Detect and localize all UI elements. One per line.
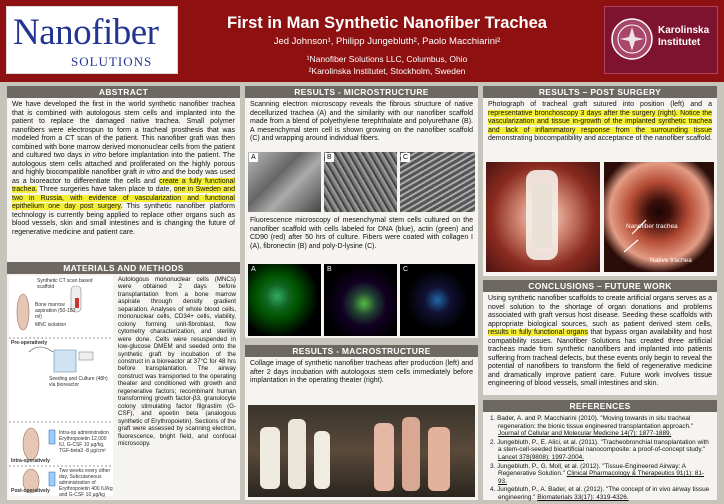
- abstract-section: [7, 86, 240, 262]
- karolinska-wordmark: [658, 25, 709, 49]
- methods-schematic: [9, 276, 113, 496]
- fig-label-preop: Pre-operatively: [11, 340, 48, 346]
- microstructure-heading: RESULTS - MICROSTRUCTURE: [245, 86, 478, 98]
- nanofiber-logo: [6, 6, 178, 74]
- microstructure-section: [245, 86, 478, 338]
- macrostructure-section: [245, 345, 478, 500]
- reference-link[interactable]: Biomaterials 33(17): 4319-4326.: [537, 493, 629, 501]
- fig-label-intraop-admin: Intra-op administration Erythropoietin 12,000 IU, G-CSF 10 µg/kg, TGF-beta3 -8 µg/cm²: [59, 430, 109, 454]
- ki-line-2: Institutet: [658, 37, 701, 48]
- fluorescence-image-a: [248, 264, 321, 336]
- abstract-text: [7, 98, 240, 240]
- affiliation-1: ¹Nanofiber Solutions LLC, Columbus, Ohio: [306, 54, 468, 64]
- macrostructure-text: Collage image of synthetic nanofiber tracheas after production (left) and after 2 days incubation with autologous stem cells immediately before implantation in the operating theater (right).: [250, 360, 473, 384]
- reference-link[interactable]: Clinical Pharmacology & Therapeutics 91(1): 81-93.: [498, 470, 705, 485]
- fig-label-postop: Post-operatively: [11, 488, 50, 494]
- methods-heading: MATERIALS AND METHODS: [7, 262, 240, 274]
- reference-item: [488, 486, 712, 501]
- poster-title: First in Man Synthetic Nanofiber Trachea: [227, 14, 547, 32]
- affiliation-2: ²Karolinska Institutet, Stockholm, Sweden: [308, 66, 466, 76]
- abstract-italic: in vitro: [139, 169, 160, 176]
- fluor-label-b: B: [327, 266, 332, 273]
- fluorescence-image-c: [400, 264, 475, 336]
- abstract-part: We have developed the first in the world synthetic nanofiber trachea that is combined with autologous stem cells and implanted into the patient to replace the damaged native trachea. Small polymer nanofibers were electrospun to form a tracheal prosthesis that was modeled from a CT scan of the patient. This nanofiber graft was then combined with bone marrow derived mononuclear cells from the patient and cultured two days: [12, 101, 235, 159]
- fig-label-aspiration: Bone marrow aspiration (50-150 ml): [35, 302, 76, 320]
- karolinska-logo: [604, 6, 718, 74]
- abstract-part: This synthetic nanofiber platform technology is currently being applied to replace other organs such as blood vessels, skin and small intestines and is changing the future of regenerative medicine and patient care.: [12, 203, 235, 236]
- ki-line-1: Karolinska: [658, 25, 710, 36]
- bronchoscopy-photo: [604, 162, 714, 272]
- microstructure-text-1: Scanning electron microscopy reveals the fibrous structure of native decellurized trachea (A) and the similarity with our nanofiber scaffold made from a blend of polyethylene terephthalate and polyurethane (B). A mesenchymal stem cell is shown growing on the nanofiber scaffold (C) and wrapping around individual fibers.: [250, 101, 473, 142]
- reference-item: [488, 415, 712, 438]
- reference-text: 1. Bader, A. and P. Macchiarini (2010). "Moving towards in situ tracheal regeneration: the bionic tissue engineered transplantation approach.": [490, 415, 694, 430]
- abstract-part: and the body was used as a bioreactor to differentiate the cells and: [12, 169, 235, 185]
- fig-label-postop-admin: Two weeks every other day, Subcutaneous administration of Erythropoietin 400 IU/kg and G-CSF 10 µg/kg: [59, 468, 113, 498]
- conclusions-highlight: results in fully functional organs: [488, 329, 588, 336]
- references-section: [483, 400, 717, 500]
- post-surgery-highlight: representative bronchoscopy 3 days after the surgery (right). Notice the vascularization and tissue in-growth of the implanted synthetic trachea and lack of inflammatory response from the surrounding tissue: [488, 109, 712, 134]
- conclusions-part: Using synthetic nanofiber scaffolds to create artificial organs serves as a novel solution to the shortage of organ donations and problems associated with graft versus host disease. Seeding these scaffolds with appropriate biological sources, such as patient derived stem cells,: [488, 295, 712, 328]
- fig-label-intraop: Intra-operatively: [11, 458, 50, 464]
- reference-item: [488, 463, 712, 486]
- reference-link[interactable]: Lancet 378(9808): 1997-2004.: [498, 453, 584, 461]
- methods-section: [7, 262, 240, 500]
- reference-link[interactable]: Journal of Cellular and Molecular Medicine 14(7): 1877-1889.: [498, 430, 672, 438]
- post-surgery-part: demonstrating biocompatibility and acceptance of the nanofiber scaffold.: [488, 135, 713, 142]
- label-native-trachea: Native trachea: [650, 257, 692, 264]
- karolinska-seal-icon: [610, 17, 654, 61]
- post-surgery-text: [483, 98, 717, 147]
- poster-header: [0, 0, 724, 82]
- trachea-collage-graphic: [248, 405, 475, 497]
- fluorescence-image-b: [324, 264, 397, 336]
- post-surgery-heading: RESULTS – POST SURGERY: [483, 86, 717, 98]
- sem-label-c: C: [403, 154, 409, 161]
- abstract-heading: ABSTRACT: [7, 86, 240, 98]
- fluor-label-c: C: [403, 266, 409, 273]
- logo-sub-text: SOLUTIONS: [71, 54, 153, 69]
- references-heading: REFERENCES: [483, 400, 717, 412]
- poster-authors: Jed Johnson¹, Philipp Jungebluth², Paolo Macchiarini²: [273, 36, 501, 47]
- abstract-part: before implantation into the patient. The autologous stem cells attached and proliferated on the highly porous and highly biocompatible nanofiber graft: [12, 152, 235, 176]
- references-list: [483, 412, 717, 504]
- microstructure-text-2: Fluorescence microscopy of mesenchymal stem cells cultured on the nanofiber scaffold with cells labeled for DNA (blue), actin (green) and CD90 (red) after 50 hrs of culture. Fibers were coated with collagen I (A), fibronectin (B) and poly-D-lysine (C).: [250, 217, 473, 250]
- abstract-italic: in vitro: [84, 152, 106, 159]
- methods-text: Autologous mononuclear cells (MNCs) were obtained 2 days before transplantation from a bone marrow aspirate through density gradient separation. Analyses of whole blood cells, mononuclear cells, CD34+ cells, viability, colony forming unit-fibroblast, flow cytometry characterization, and sterility were done. Cells were resuspended in low-glucose DMEM and seeded onto the synthetic graft by incubation of the construct in a bioreactor at 37°C for 48 hrs before transplantation. The airway construct was transported to the operating theater and conditioned with growth and regenerative factors; recombinant human transforming growth factor-β3, granulocyte colony stimulating factor filgrastim (G-CSF), and epoetin beta (analogous synthetic of Erythropoietin). Sections of the graft were assessed by scanning electron, fluorescence, bright field, and confocal microscopy.: [118, 276, 236, 447]
- macrostructure-heading: RESULTS - MACROSTRUCTURE: [245, 345, 478, 357]
- surgery-photo-graphic: [486, 162, 600, 272]
- logo-main-text: Nanofiber: [13, 12, 159, 53]
- abstract-highlight: create a fully functional trachea.: [12, 177, 235, 193]
- fluor-label-a: A: [251, 266, 256, 273]
- fig-label-isolation: MNC isolation: [35, 322, 67, 328]
- sem-image-b: [324, 152, 397, 212]
- surgery-photo: [486, 162, 600, 272]
- trachea-collage-image: [248, 405, 475, 497]
- sem-image-a: [248, 152, 321, 212]
- post-surgery-section: [483, 86, 717, 276]
- poster-affiliations: [190, 53, 584, 77]
- post-surgery-part: Photograph of tracheal graft sutured into position (left) and a: [488, 101, 712, 108]
- abstract-part: Three surgeries have taken place to date,: [37, 186, 174, 193]
- conclusions-text: [483, 292, 717, 392]
- fig-label-seeding: Seeding and Culture (48h) via bioreactor: [49, 376, 108, 388]
- reference-text: 3. Jungebluth, P., G. Moll, et al. (2012). "Tissue-Engineered Airway: A Regenerative Solution.": [490, 462, 686, 478]
- conclusions-part: that bypass organ availability and host compatibility issues. Nanofiber Solutions has created three artificial tracheas made from synthetic nanofibers and implanted into patients suffering from tracheal defects, but these events only begin to reveal the potential of nanofibers to transform the field of regenerative medicine and dramatically improve patient care. Future work involves tissue engineering of blood vessels, small intestines and skin.: [488, 329, 712, 387]
- reference-item: [488, 439, 712, 462]
- abstract-highlight: one in Sweden and two in Russia, with evidence of vascularization and functional epithelium one day post surgery.: [12, 186, 235, 210]
- conclusions-section: [483, 280, 717, 395]
- fig-label-scaffold: Synthetic CT scan based scaffold: [37, 278, 93, 290]
- reference-text: 2. Jungebluth, P., E. Alici, et al. (2011). "Tracheobronchial transplantation with a stem-cell-seeded bioartificial nanocomposite: a proof-of-concept study.": [490, 438, 709, 454]
- label-nanofiber-trachea: Nanofiber trachea: [626, 223, 678, 230]
- reference-text: 4. Jungebluth, P., A. Bader, et al. (2012). "The concept of in vivo airway tissue engineering.": [490, 486, 710, 501]
- sem-image-c: [400, 152, 475, 212]
- sem-label-b: B: [327, 154, 332, 161]
- sem-label-a: A: [251, 154, 256, 161]
- conclusions-heading: CONCLUSIONS – FUTURE WORK: [483, 280, 717, 292]
